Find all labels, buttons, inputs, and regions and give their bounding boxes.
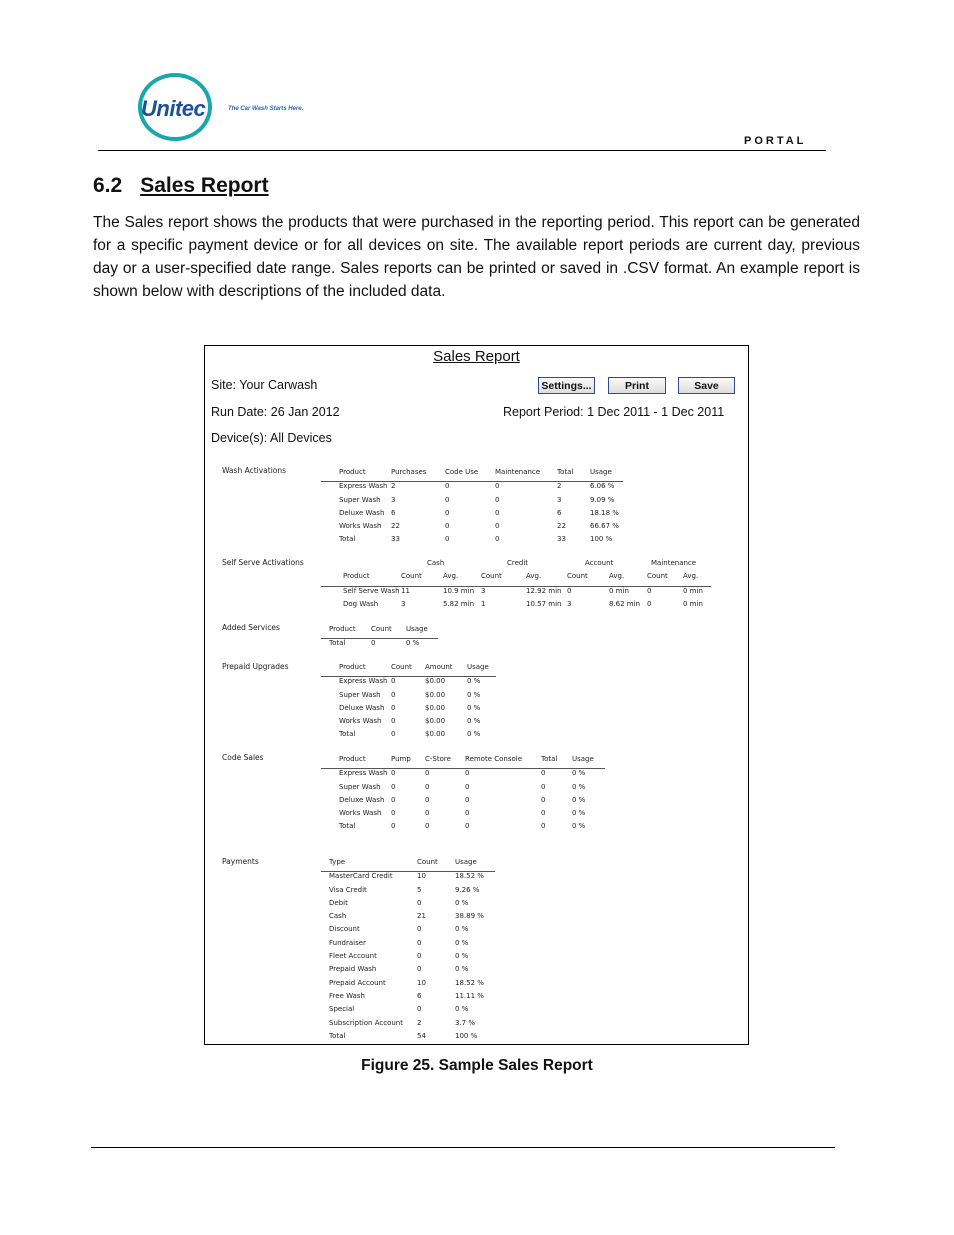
table-cell: 0 — [391, 795, 396, 804]
table-cell: 2 — [557, 482, 562, 491]
table-cell: 10.57 min — [526, 599, 562, 608]
table-cell: Total — [329, 1031, 346, 1040]
table-cell: 22 — [557, 522, 566, 531]
section-title: Sales Report — [140, 174, 269, 197]
table-row — [321, 717, 496, 730]
payments-table — [321, 858, 495, 1045]
table-header-cell: Maintenance — [495, 468, 541, 476]
table-cell: Free Wash — [329, 991, 365, 1000]
group-header-cell: Cash — [427, 559, 445, 567]
table-cell: 0 % — [467, 677, 481, 686]
table-cell: 0 — [465, 822, 470, 831]
table-header-row — [321, 755, 605, 769]
table-cell: 21 — [417, 912, 426, 921]
table-header-cell: Usage — [467, 663, 489, 671]
group-header-cell: Credit — [507, 559, 529, 567]
table-cell: 33 — [391, 535, 400, 544]
table-cell: 0 min — [683, 586, 703, 595]
table-cell: 0 % — [572, 822, 586, 831]
table-cell: 100 % — [455, 1031, 478, 1040]
table-cell: 11.11 % — [455, 991, 484, 1000]
table-cell: 0 % — [572, 809, 586, 818]
table-cell: Visa Credit — [329, 885, 367, 894]
table-cell: 54 — [417, 1031, 426, 1040]
table-cell: 11 — [401, 586, 410, 595]
table-cell: 0 — [425, 782, 430, 791]
table-cell: 0 — [425, 795, 430, 804]
table-cell: $0.00 — [425, 730, 446, 739]
table-cell: Fundraiser — [329, 938, 366, 947]
table-cell: Fleet Account — [329, 952, 377, 961]
table-cell: 2 — [391, 482, 396, 491]
table-cell: Express Wash — [339, 677, 388, 686]
table-header-cell: Total — [541, 755, 558, 763]
table-header-cell: Count — [401, 572, 422, 581]
table-row — [321, 482, 623, 495]
table-row — [321, 1005, 495, 1018]
table-cell: 0 — [495, 495, 500, 504]
table-header-cell: Avg. — [443, 572, 459, 581]
table-header-cell: Avg. — [526, 572, 542, 581]
table-row — [321, 677, 496, 690]
table-cell: 3 — [391, 495, 396, 504]
table-cell: 0 — [391, 690, 396, 699]
table-cell: 0 — [647, 599, 652, 608]
table-cell: 0 — [541, 822, 546, 831]
table-cell: 0 — [445, 495, 450, 504]
table-cell: 10 — [417, 978, 426, 987]
table-cell: 0 — [391, 769, 396, 778]
table-cell: 6 — [391, 508, 396, 517]
table-cell: $0.00 — [425, 703, 446, 712]
table-row — [321, 704, 496, 717]
group-header-row — [321, 559, 711, 572]
table-header-cell: Usage — [590, 468, 612, 476]
table-row — [321, 912, 495, 925]
table-row — [321, 809, 605, 822]
report-period: Report Period: 1 Dec 2011 - 1 Dec 2011 — [503, 405, 725, 419]
table-cell: 38.89 % — [455, 912, 484, 921]
section-number: 6.2 — [93, 174, 123, 197]
wash-activations-label: Wash Activations — [222, 466, 287, 475]
table-cell: 3 — [567, 599, 572, 608]
table-cell: 100 % — [590, 535, 613, 544]
sales-report-figure — [204, 345, 749, 1045]
table-cell: 0 — [425, 822, 430, 831]
table-cell: 0 — [445, 535, 450, 544]
table-cell: 0 — [465, 809, 470, 818]
table-row — [321, 965, 495, 978]
table-header-cell: Type — [329, 858, 346, 866]
table-header-cell: Product — [343, 572, 370, 581]
table-cell: 0 % — [455, 1005, 469, 1014]
table-cell: 0 % — [467, 690, 481, 699]
group-header-cell: Maintenance — [651, 559, 697, 567]
table-cell: 0 % — [455, 938, 469, 947]
table-cell: 18.52 % — [455, 978, 484, 987]
table-header-cell: Count — [391, 663, 412, 671]
table-cell: Express Wash — [339, 482, 388, 491]
table-cell: 0 — [417, 925, 422, 934]
self-serve-table — [321, 559, 711, 613]
table-cell: 0 % — [455, 898, 469, 907]
table-header-cell: Count — [567, 572, 588, 581]
table-cell: 10.9 min — [443, 586, 475, 595]
table-cell: Total — [339, 730, 356, 739]
table-header-cell: Count — [647, 572, 668, 581]
table-cell: 0 — [541, 782, 546, 791]
table-cell: 0 — [495, 522, 500, 531]
table-cell: 0 — [567, 586, 572, 595]
logo-text: Unitec — [141, 96, 206, 121]
table-cell: 9.26 % — [455, 885, 480, 894]
table-row — [321, 639, 438, 652]
prepaid-upgrades-table — [321, 663, 496, 744]
table-cell: 3 — [481, 586, 486, 595]
table-cell: Works Wash — [339, 717, 382, 726]
settings-button[interactable]: Settings... — [538, 377, 595, 394]
table-cell: 0 — [445, 522, 450, 531]
table-cell: Total — [339, 822, 356, 831]
table-row — [321, 509, 623, 522]
table-cell: $0.00 — [425, 690, 446, 699]
table-header-cell: Code Use — [445, 468, 479, 476]
table-cell: 0 — [391, 782, 396, 791]
table-cell: 0 % — [572, 782, 586, 791]
header-section-label: PORTAL — [744, 135, 807, 147]
table-row — [321, 979, 495, 992]
table-cell: 0 — [391, 730, 396, 739]
report-title: Sales Report — [433, 348, 520, 365]
group-header-cell: Account — [585, 559, 614, 567]
code-sales-label: Code Sales — [222, 753, 264, 762]
table-row — [321, 535, 623, 548]
table-cell: Total — [339, 535, 356, 544]
table-cell: Express Wash — [339, 769, 388, 778]
table-header-row — [321, 572, 711, 586]
table-cell: Works Wash — [339, 522, 382, 531]
footer-divider — [91, 1147, 835, 1148]
table-row — [321, 691, 496, 704]
table-row — [321, 1019, 495, 1032]
table-header-row — [321, 468, 623, 482]
table-row — [321, 769, 605, 782]
table-cell: 0 — [371, 639, 376, 648]
table-header-cell: Usage — [406, 625, 428, 633]
table-cell: Deluxe Wash — [339, 795, 385, 804]
report-devices: Device(s): All Devices — [211, 431, 332, 445]
table-cell: Prepaid Account — [329, 978, 386, 987]
payments-label: Payments — [222, 857, 259, 866]
table-row — [321, 730, 496, 743]
table-cell: 0 — [495, 535, 500, 544]
logo-tagline: The Car Wash Starts Here. — [228, 106, 304, 112]
table-row — [321, 886, 495, 899]
table-row — [321, 939, 495, 952]
table-cell: Deluxe Wash — [339, 703, 385, 712]
table-row — [321, 783, 605, 796]
table-header-cell: Remote Console — [465, 755, 523, 763]
table-cell: 0 — [391, 822, 396, 831]
table-cell: 0 % — [455, 965, 469, 974]
table-cell: 0 % — [406, 639, 420, 648]
table-row — [321, 992, 495, 1005]
table-cell: 0 — [417, 938, 422, 947]
table-cell: 0 % — [572, 769, 586, 778]
report-site: Site: Your Carwash — [211, 378, 318, 392]
table-cell: 3 — [557, 495, 562, 504]
table-header-cell: Product — [339, 755, 366, 763]
table-cell: 0 — [465, 782, 470, 791]
table-cell: 2 — [417, 1018, 422, 1027]
table-cell: 0 — [465, 769, 470, 778]
table-row — [321, 1032, 495, 1045]
table-cell: 0 — [391, 809, 396, 818]
table-row — [321, 899, 495, 912]
table-header-cell: Pump — [391, 755, 411, 763]
table-cell: 33 — [557, 535, 566, 544]
prepaid-upgrades-label: Prepaid Upgrades — [222, 662, 289, 671]
table-cell: 12.92 min — [526, 586, 562, 595]
table-header-cell: Usage — [455, 858, 477, 866]
table-cell: $0.00 — [425, 677, 446, 686]
table-cell: Special — [329, 1005, 355, 1014]
table-row — [321, 872, 495, 885]
table-cell: 0 % — [467, 717, 481, 726]
table-cell: Discount — [329, 925, 360, 934]
self-serve-label: Self Serve Activations — [222, 558, 304, 567]
table-row — [321, 796, 605, 809]
table-cell: 6 — [417, 991, 422, 1000]
table-cell: 0 — [391, 677, 396, 686]
table-header-cell: Product — [339, 468, 366, 476]
table-cell: 18.18 % — [590, 508, 619, 517]
table-cell: Total — [329, 639, 346, 648]
table-row — [321, 952, 495, 965]
table-cell: 0 — [445, 482, 450, 491]
report-run-date: Run Date: 26 Jan 2012 — [211, 405, 340, 419]
section-heading — [93, 174, 269, 198]
table-cell: 0 % — [467, 703, 481, 712]
table-cell: 3.7 % — [455, 1018, 476, 1027]
table-cell: MasterCard Credit — [329, 872, 393, 881]
table-cell: Cash — [329, 912, 347, 921]
table-cell: Debit — [329, 898, 348, 907]
table-cell: Works Wash — [339, 809, 382, 818]
table-cell: 5 — [417, 885, 422, 894]
table-cell: 0 — [417, 1005, 422, 1014]
table-header-cell: Avg. — [609, 572, 625, 581]
table-row — [321, 822, 605, 835]
table-header-cell: Amount — [425, 663, 453, 671]
table-cell: 0 — [541, 769, 546, 778]
table-cell: Self Serve Wash — [343, 586, 400, 595]
table-header-cell: Purchases — [391, 468, 427, 476]
table-cell: 0 — [391, 703, 396, 712]
table-cell: Super Wash — [339, 782, 381, 791]
table-cell: 0 % — [572, 795, 586, 804]
table-header-cell: Avg. — [683, 572, 699, 581]
table-cell: 0 — [445, 508, 450, 517]
table-cell: Subscription Account — [329, 1018, 403, 1027]
table-cell: 0 — [417, 898, 422, 907]
table-cell: 0 % — [467, 730, 481, 739]
figure-caption: Figure 25. Sample Sales Report — [361, 1057, 593, 1074]
table-cell: 3 — [401, 599, 406, 608]
table-cell: 0 — [417, 965, 422, 974]
table-cell: $0.00 — [425, 717, 446, 726]
table-cell: 22 — [391, 522, 400, 531]
table-row — [321, 925, 495, 938]
table-cell: 0 % — [455, 952, 469, 961]
code-sales-table — [321, 755, 605, 836]
table-cell: 6 — [557, 508, 562, 517]
save-button[interactable]: Save — [678, 377, 735, 394]
table-cell: Dog Wash — [343, 599, 379, 608]
table-cell: Super Wash — [339, 495, 381, 504]
table-cell: 0 — [425, 809, 430, 818]
table-cell: 0 — [465, 795, 470, 804]
table-header-cell: Product — [329, 625, 356, 633]
table-header-cell: Count — [417, 858, 438, 866]
table-header-row — [321, 663, 496, 677]
print-button[interactable]: Print — [608, 377, 666, 394]
table-cell: 0 — [541, 795, 546, 804]
table-cell: 18.52 % — [455, 872, 484, 881]
table-cell: 0 — [425, 769, 430, 778]
table-cell: 6.06 % — [590, 482, 615, 491]
table-cell: 0 — [417, 952, 422, 961]
table-cell: Super Wash — [339, 690, 381, 699]
unitec-logo — [138, 73, 318, 148]
wash-activations-table — [321, 468, 623, 549]
table-cell: 0 — [495, 508, 500, 517]
table-header-cell: Usage — [572, 755, 594, 763]
table-header-row — [321, 625, 438, 639]
table-cell: 8.62 min — [609, 599, 641, 608]
table-cell: 9.09 % — [590, 495, 615, 504]
table-cell: 1 — [481, 599, 486, 608]
table-header-cell: Count — [371, 625, 392, 633]
table-row — [321, 496, 623, 509]
added-services-table — [321, 625, 438, 653]
table-cell: 66.67 % — [590, 522, 619, 531]
table-cell: 0 min — [683, 599, 703, 608]
table-header-row — [321, 858, 495, 872]
table-cell: Deluxe Wash — [339, 508, 385, 517]
table-cell: 0 % — [455, 925, 469, 934]
table-cell: 5.82 min — [443, 599, 475, 608]
table-header-cell: Total — [557, 468, 574, 476]
table-header-cell: C-Store — [425, 755, 451, 763]
intro-paragraph: The Sales report shows the products that were purchased in the reporting period. This report can be generated for a specific payment device or for all devices on site. The available report periods are current day, previous day or a user-specified date range. Sales reports can be printed or saved in .CSV format. An example report is shown below with descriptions of the included data. — [93, 214, 860, 300]
header-divider — [98, 150, 826, 151]
table-cell: 0 — [391, 717, 396, 726]
table-cell: 0 — [541, 809, 546, 818]
table-row — [321, 600, 711, 613]
added-services-label: Added Services — [222, 623, 280, 632]
table-cell: Prepaid Wash — [329, 965, 377, 974]
table-header-cell: Count — [481, 572, 502, 581]
table-row — [321, 587, 711, 600]
table-header-cell: Product — [339, 663, 366, 671]
table-cell: 0 — [495, 482, 500, 491]
table-cell: 0 min — [609, 586, 629, 595]
table-cell: 10 — [417, 872, 426, 881]
table-row — [321, 522, 623, 535]
table-cell: 0 — [647, 586, 652, 595]
